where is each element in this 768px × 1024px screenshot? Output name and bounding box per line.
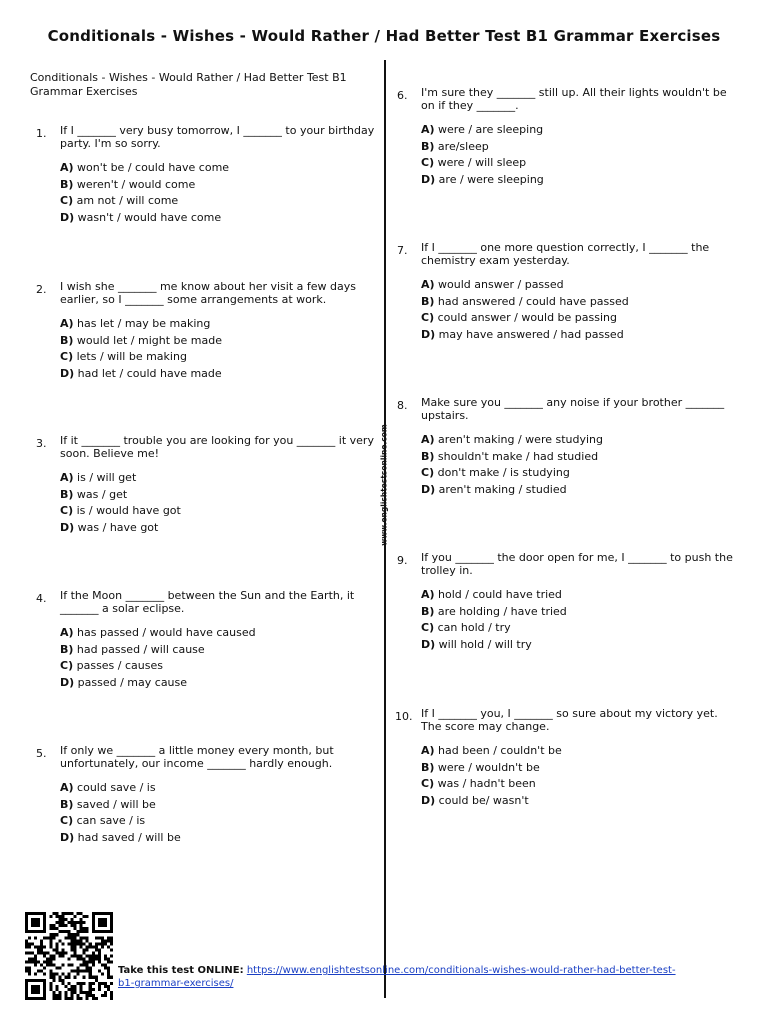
option-a[interactable]: A) could save / is — [60, 781, 156, 794]
footer — [118, 964, 678, 990]
question-number: 4. — [36, 592, 47, 605]
question-number: 7. — [397, 244, 408, 257]
option-a[interactable]: A) is / will get — [60, 471, 137, 484]
option-d[interactable]: D) aren't making / studied — [421, 482, 567, 496]
question-text: If I _______ very busy tomorrow, I _______ to your birthday party. I'm so sorry. — [60, 124, 375, 150]
option-a[interactable]: A) aren't making / were studying — [421, 433, 604, 446]
side-url-text: www.englishtestsonline.com — [379, 424, 389, 546]
question-text: If only we _______ a little money every month, but unfortunately, our income _______ hardly enough. — [60, 744, 334, 770]
question-text: If I _______ one more question correctly, I _______ the chemistry exam yesterday. — [421, 241, 710, 267]
question-2 — [36, 280, 380, 382]
option-d[interactable]: D) had saved / will be — [60, 830, 181, 844]
option-a[interactable]: A) had been / couldn't be — [421, 744, 562, 757]
option-b[interactable]: B) saved / will be — [60, 797, 156, 811]
question-8 — [397, 396, 741, 498]
options-list — [60, 316, 380, 382]
options-list — [421, 587, 741, 653]
option-c[interactable]: C) passes / causes — [60, 659, 163, 672]
question-10 — [395, 707, 741, 809]
option-d[interactable]: D) are / were sleeping — [421, 172, 544, 186]
question-3 — [36, 434, 380, 536]
options-list — [421, 743, 741, 809]
question-number: 2. — [36, 283, 47, 296]
option-b[interactable]: B) shouldn't make / had studied — [421, 449, 599, 463]
options-list — [60, 470, 380, 536]
question-text: Make sure you _______ any noise if your brother _______ upstairs. — [421, 396, 725, 422]
footer-test-link[interactable]: https://www.englishtestsonline.com/conditionals-wishes-would-rather-had-better-test-b1-grammar-exercises/ — [118, 965, 676, 989]
question-number: 8. — [397, 399, 408, 412]
option-c[interactable]: C) was / hadn't been — [421, 777, 536, 790]
option-c[interactable]: C) lets / will be making — [60, 350, 187, 363]
question-text: If the Moon _______ between the Sun and the Earth, it _______ a solar eclipse. — [60, 589, 355, 615]
question-text: If you _______ the door open for me, I _______ to push the trolley in. — [421, 551, 733, 577]
option-d[interactable]: D) could be/ wasn't — [421, 793, 529, 807]
question-number: 3. — [36, 437, 47, 450]
question-4 — [36, 589, 380, 691]
question-text: If I _______ you, I _______ so sure about my victory yet. The score may change. — [421, 707, 718, 733]
option-c[interactable]: C) is / would have got — [60, 504, 181, 517]
qr-code-icon[interactable] — [25, 912, 113, 1000]
option-a[interactable]: A) were / are sleeping — [421, 123, 544, 136]
option-a[interactable]: A) would answer / passed — [421, 278, 564, 291]
question-number: 5. — [36, 747, 47, 760]
question-9 — [397, 551, 741, 653]
question-1 — [36, 124, 380, 226]
option-b[interactable]: B) weren't / would come — [60, 177, 196, 191]
option-c[interactable]: C) am not / will come — [60, 194, 179, 207]
options-list — [60, 625, 380, 691]
options-list — [421, 432, 741, 498]
question-number: 10. — [395, 710, 413, 723]
options-list — [421, 277, 741, 343]
question-6 — [397, 86, 741, 188]
option-d[interactable]: D) will hold / will try — [421, 637, 532, 651]
question-text: I wish she _______ me know about her visit a few days earlier, so I _______ some arrangements at work. — [60, 280, 356, 306]
options-list — [421, 122, 741, 188]
option-d[interactable]: D) wasn't / would have come — [60, 210, 222, 224]
option-a[interactable]: A) hold / could have tried — [421, 588, 562, 601]
option-c[interactable]: C) can save / is — [60, 814, 146, 827]
option-a[interactable]: A) won't be / could have come — [60, 161, 230, 174]
option-a[interactable]: A) has passed / would have caused — [60, 626, 256, 639]
option-c[interactable]: C) can hold / try — [421, 621, 511, 634]
options-list — [60, 160, 380, 226]
option-b[interactable]: B) was / get — [60, 487, 128, 501]
intro-text: Conditionals - Wishes - Would Rather / Had Better Test B1 Grammar Exercises — [30, 71, 347, 98]
option-b[interactable]: B) had answered / could have passed — [421, 294, 629, 308]
option-d[interactable]: D) may have answered / had passed — [421, 327, 624, 341]
option-d[interactable]: D) had let / could have made — [60, 366, 222, 380]
option-b[interactable]: B) are holding / have tried — [421, 604, 567, 618]
page-title: Conditionals - Wishes - Would Rather / Had Better Test B1 Grammar Exercises — [47, 27, 721, 45]
option-b[interactable]: B) would let / might be made — [60, 333, 222, 347]
option-b[interactable]: B) are/sleep — [421, 139, 489, 153]
option-c[interactable]: C) could answer / would be passing — [421, 311, 617, 324]
option-d[interactable]: D) was / have got — [60, 520, 159, 534]
option-d[interactable]: D) passed / may cause — [60, 675, 188, 689]
option-a[interactable]: A) has let / may be making — [60, 317, 211, 330]
question-text: I'm sure they _______ still up. All their lights wouldn't be on if they _______. — [421, 86, 727, 112]
question-5 — [36, 744, 380, 846]
question-text: If it _______ trouble you are looking for you _______ it very soon. Believe me! — [60, 434, 374, 460]
question-number: 6. — [397, 89, 408, 102]
footer-label: Take this test ONLINE: — [118, 965, 244, 976]
option-b[interactable]: B) had passed / will cause — [60, 642, 205, 656]
question-number: 1. — [36, 127, 47, 140]
option-c[interactable]: C) don't make / is studying — [421, 466, 570, 479]
question-number: 9. — [397, 554, 408, 567]
question-7 — [397, 241, 741, 343]
options-list — [60, 780, 380, 846]
option-b[interactable]: B) were / wouldn't be — [421, 760, 540, 774]
option-c[interactable]: C) were / will sleep — [421, 156, 527, 169]
